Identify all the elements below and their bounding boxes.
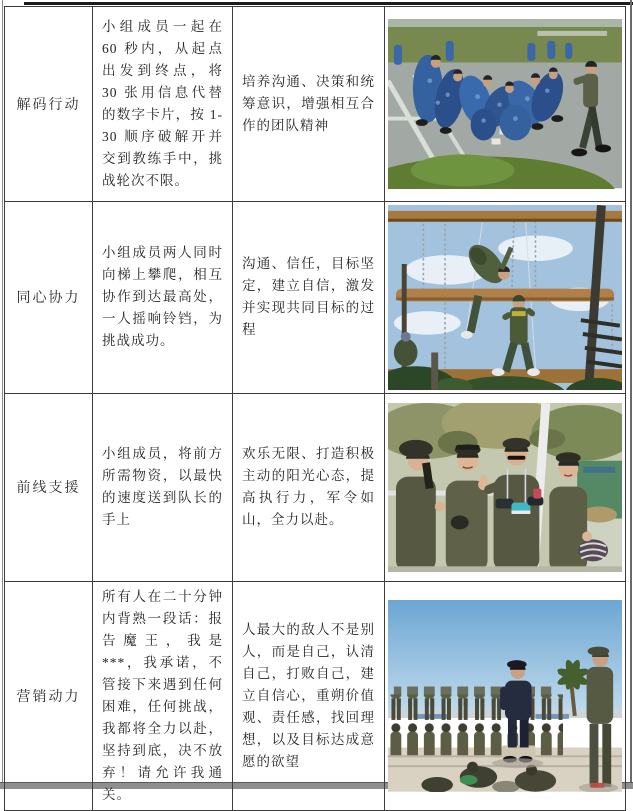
decoding-photo-illustration bbox=[388, 19, 622, 188]
scan-right-edge bbox=[630, 0, 632, 789]
activity-description-cell: 小组成员两人同时向梯上攀爬，相互协作到达最高处，一人摇响铃铛，为挑战成功。 bbox=[93, 202, 233, 394]
activity-purpose-cell: 欢乐无限、打造积极主动的阳光心态，提高执行力，军令如山，全力以赴。 bbox=[233, 393, 385, 581]
activity-photo-decoding bbox=[388, 19, 622, 188]
scan-top-edge bbox=[24, 2, 633, 5]
table-row bbox=[5, 7, 626, 202]
activity-name-cell: 解码行动 bbox=[5, 7, 93, 202]
table-row bbox=[5, 581, 626, 810]
ladder-photo-illustration bbox=[388, 205, 622, 390]
supply-photo-illustration bbox=[388, 403, 622, 572]
activity-name-cell: 前线支援 bbox=[5, 393, 93, 581]
activity-photo-supply bbox=[388, 403, 622, 572]
activity-name-cell: 同心协力 bbox=[5, 202, 93, 394]
activity-photo-cell bbox=[385, 393, 626, 581]
training-activities-table bbox=[4, 6, 626, 811]
activity-purpose-cell: 沟通、信任，目标坚定，建立自信，激发并实现共同目标的过程 bbox=[233, 202, 385, 394]
activity-photo-cell bbox=[385, 202, 626, 394]
table-row bbox=[5, 202, 626, 394]
activity-description-cell: 小组成员一起在 60 秒内，从起点出发到终点，将 30 张用信息代替的数字卡片，按 1-30 顺序破解开并交到教练手中，挑战轮次不限。 bbox=[93, 7, 233, 202]
activity-photo-cell bbox=[385, 7, 626, 202]
activity-description-cell: 小组成员，将前方所需物资，以最快的速度送到队长的手上 bbox=[93, 393, 233, 581]
activity-description-cell: 所有人在二十分钟内背熟一段话：报告魔王，我是***，我承诺，不管接下来遇到任何困难，任何挑战，我都将全力以赴，坚持到底，决不放弃！请允许我通关。 bbox=[93, 581, 233, 810]
activity-name-cell: 营销动力 bbox=[5, 581, 93, 810]
table-row bbox=[5, 393, 626, 581]
activity-purpose-cell: 人最大的敌人不是别人，而是自己，认清自己，打败自己，建立自信心，重朔价值观、责任感，找回理想，以及目标达成意愿的欲望 bbox=[233, 581, 385, 810]
activity-purpose-cell: 培养沟通、决策和统筹意识，增强相互合作的团队精神 bbox=[233, 7, 385, 202]
scan-left-edge bbox=[2, 0, 3, 789]
activity-photo-cell bbox=[385, 581, 626, 810]
activity-photo-formation bbox=[388, 600, 622, 792]
activity-photo-ladder bbox=[388, 205, 622, 390]
formation-photo-illustration bbox=[388, 600, 622, 792]
